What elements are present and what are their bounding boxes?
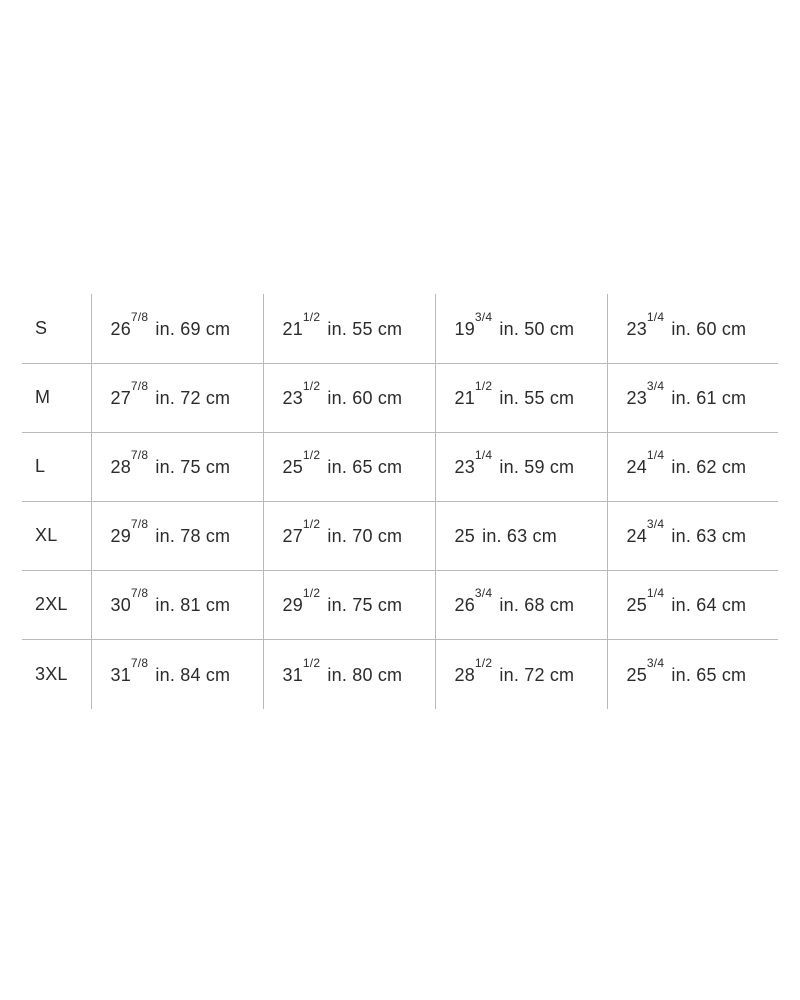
measurement-whole-inches: 27 — [110, 388, 131, 408]
measurement-fraction: 1/2 — [302, 448, 321, 462]
measurement-whole-inches: 26 — [110, 318, 131, 339]
measurement-fraction: 1/2 — [474, 655, 493, 670]
measurement-fraction: 7/8 — [130, 586, 149, 600]
measurement-cell — [91, 363, 263, 432]
measurement-cell — [607, 570, 778, 639]
measurement-cell — [91, 432, 263, 501]
measurement-units: in. 72 cm — [499, 664, 575, 685]
measurement-cell — [607, 639, 778, 709]
measurement-fraction: 7/8 — [130, 309, 149, 324]
measurement-units: in. 63 cm — [482, 526, 557, 546]
measurement-whole-inches: 25 — [282, 457, 303, 477]
measurement-cell — [435, 639, 607, 709]
measurement-whole-inches: 24 — [626, 526, 647, 546]
measurement-cell — [263, 570, 435, 639]
measurement-cell — [607, 294, 778, 363]
measurement-whole-inches: 23 — [454, 457, 475, 477]
measurement-units: in. 72 cm — [155, 388, 231, 408]
measurement-fraction: 1/4 — [474, 448, 493, 462]
measurement-fraction: 3/4 — [646, 517, 665, 531]
measurement-units: in. 63 cm — [671, 526, 747, 546]
measurement-whole-inches: 29 — [110, 526, 131, 546]
measurement-whole-inches: 30 — [110, 595, 131, 615]
measurement-cell — [435, 363, 607, 432]
measurement-units: in. 78 cm — [155, 526, 231, 546]
measurement-units: in. 61 cm — [671, 388, 747, 408]
measurement-units: in. 65 cm — [671, 664, 747, 685]
measurement-units: in. 59 cm — [499, 457, 575, 477]
measurement-fraction: 3/4 — [474, 309, 493, 324]
size-label: M — [22, 363, 91, 432]
table-row — [22, 501, 778, 570]
measurement-whole-inches: 19 — [454, 318, 475, 339]
measurement-cell — [263, 501, 435, 570]
measurement-cell — [263, 639, 435, 709]
size-label: XL — [22, 501, 91, 570]
measurement-fraction: 1/2 — [474, 379, 493, 393]
measurement-whole-inches: 31 — [110, 664, 131, 685]
measurement-cell — [91, 294, 263, 363]
measurement-units: in. 65 cm — [327, 457, 403, 477]
measurement-whole-inches: 23 — [626, 318, 647, 339]
measurement-whole-inches: 21 — [282, 318, 303, 339]
measurement-fraction: 1/2 — [302, 309, 321, 324]
measurement-fraction: 7/8 — [130, 448, 149, 462]
measurement-units: in. 81 cm — [155, 595, 231, 615]
measurement-whole-inches: 27 — [282, 526, 303, 546]
measurement-whole-inches: 31 — [282, 664, 303, 685]
measurement-units: in. 68 cm — [499, 595, 575, 615]
measurement-whole-inches: 23 — [626, 388, 647, 408]
measurement-whole-inches: 23 — [282, 388, 303, 408]
measurement-cell — [91, 501, 263, 570]
measurement-units: in. 50 cm — [499, 318, 575, 339]
size-label: 2XL — [22, 570, 91, 639]
measurement-fraction: 3/4 — [646, 655, 665, 670]
measurement-fraction: 1/4 — [646, 586, 665, 600]
measurement-units: in. 60 cm — [671, 318, 747, 339]
size-chart-table — [22, 294, 778, 709]
measurement-whole-inches: 28 — [110, 457, 131, 477]
measurement-fraction: 7/8 — [130, 379, 149, 393]
measurement-cell — [435, 294, 607, 363]
measurement-cell — [91, 639, 263, 709]
table-row — [22, 432, 778, 501]
table-row — [22, 639, 778, 709]
measurement-units: in. 75 cm — [327, 595, 403, 615]
measurement-whole-inches: 29 — [282, 595, 303, 615]
measurement-units: in. 55 cm — [327, 318, 403, 339]
measurement-units: in. 62 cm — [671, 457, 747, 477]
measurement-cell — [607, 501, 778, 570]
measurement-cell — [263, 363, 435, 432]
measurement-whole-inches: 21 — [454, 388, 475, 408]
measurement-cell — [91, 570, 263, 639]
measurement-fraction: 3/4 — [474, 586, 493, 600]
table-row — [22, 294, 778, 363]
measurement-units: in. 55 cm — [499, 388, 575, 408]
size-label: 3XL — [22, 639, 91, 709]
measurement-fraction: 1/2 — [302, 655, 321, 670]
measurement-whole-inches: 24 — [626, 457, 647, 477]
measurement-fraction: 7/8 — [130, 655, 149, 670]
measurement-fraction: 7/8 — [130, 517, 149, 531]
measurement-units: in. 60 cm — [327, 388, 403, 408]
measurement-cell — [435, 570, 607, 639]
measurement-fraction: 1/2 — [302, 517, 321, 531]
measurement-fraction: 1/2 — [302, 586, 321, 600]
table-row — [22, 570, 778, 639]
measurement-fraction: 1/4 — [646, 448, 665, 462]
measurement-cell — [435, 501, 607, 570]
measurement-units: in. 70 cm — [327, 526, 403, 546]
measurement-cell — [263, 294, 435, 363]
measurement-cell — [435, 432, 607, 501]
measurement-cell — [607, 363, 778, 432]
measurement-cell — [607, 432, 778, 501]
measurement-whole-inches: 25 — [626, 595, 647, 615]
measurement-whole-inches: 25 — [626, 664, 647, 685]
measurement-units: in. 84 cm — [155, 664, 231, 685]
size-label: L — [22, 432, 91, 501]
size-chart-body — [22, 294, 778, 709]
measurement-whole-inches: 26 — [454, 595, 475, 615]
measurement-units: in. 75 cm — [155, 457, 231, 477]
measurement-fraction: 3/4 — [646, 379, 665, 393]
measurement-units: in. 64 cm — [671, 595, 747, 615]
measurement-units: in. 80 cm — [327, 664, 403, 685]
measurement-fraction: 1/4 — [646, 309, 665, 324]
measurement-whole-inches: 25 — [454, 526, 475, 546]
measurement-whole-inches: 28 — [454, 664, 475, 685]
measurement-cell — [263, 432, 435, 501]
size-label: S — [35, 317, 48, 338]
measurement-units: in. 69 cm — [155, 318, 231, 339]
measurement-fraction: 1/2 — [302, 379, 321, 393]
table-row — [22, 363, 778, 432]
